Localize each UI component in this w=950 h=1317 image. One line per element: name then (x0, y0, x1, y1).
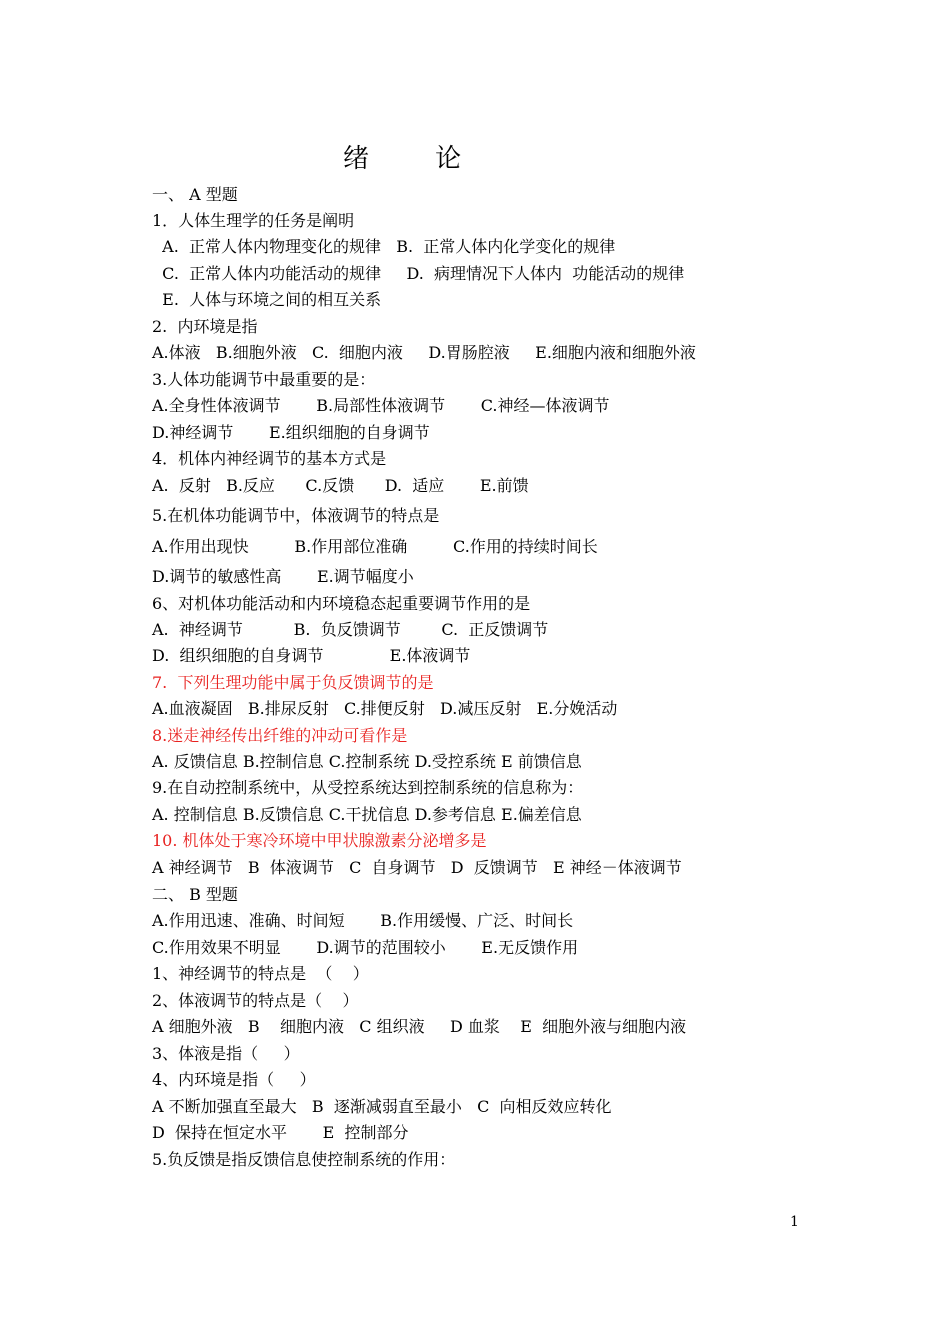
text-line: 一、 A 型题 (152, 185, 238, 204)
text-line: C. 正常人体内功能活动的规律 D. 病理情况下人体内 功能活动的规律 (152, 264, 685, 283)
text-line: A 神经调节 B 体液调节 C 自身调节 D 反馈调节 E 神经－体液调节 (152, 858, 682, 877)
text-line: D 保持在恒定水平 E 控制部分 (152, 1123, 409, 1142)
text-line: 5.在机体功能调节中，体液调节的特点是 (152, 506, 440, 525)
text-line: E. 人体与环境之间的相互关系 (152, 290, 382, 309)
text-line: A.作用迅速、准确、时间短 B.作用缓慢、广泛、时间长 (152, 911, 574, 930)
text-line: A 细胞外液 B 细胞内液 C 组织液 D 血浆 E 细胞外液与细胞内液 (152, 1017, 687, 1036)
text-line: 8.迷走神经传出纤维的冲动可看作是 (152, 726, 408, 745)
page-number: 1 (790, 1214, 799, 1230)
text-line: 4．机体内神经调节的基本方式是 (152, 449, 387, 468)
text-line: A. 反射 B.反应 C.反馈 D. 适应 E.前馈 (152, 476, 529, 495)
text-line: D. 组织细胞的自身调节 E.体液调节 (152, 646, 471, 665)
text-line: A 不断加强直至最大 B 逐渐减弱直至最小 C 向相反效应转化 (152, 1097, 612, 1116)
text-line: A. 反馈信息 B.控制信息 C.控制系统 D.受控系统 E 前馈信息 (152, 752, 582, 771)
text-line: 1．人体生理学的任务是阐明 (152, 211, 355, 230)
text-line: A.全身性体液调节 B.局部性体液调节 C.神经—体液调节 (152, 396, 610, 415)
text-line: D.神经调节 E.组织细胞的自身调节 (152, 423, 430, 442)
text-line: A. 神经调节 B. 负反馈调节 C. 正反馈调节 (152, 620, 549, 639)
text-line: 3、体液是指（ ） (152, 1044, 300, 1063)
text-line: 2、体液调节的特点是（ ） (152, 991, 359, 1010)
text-line: A.体液 B.细胞外液 C. 细胞内液 D.胃肠腔液 E.细胞内液和细胞外液 (152, 343, 696, 362)
text-line: 1、神经调节的特点是 （ ） (152, 964, 369, 983)
text-line: 7. 下列生理功能中属于负反馈调节的是 (152, 673, 434, 692)
text-line: 3.人体功能调节中最重要的是： (152, 370, 376, 389)
text-line: 5.负反馈是指反馈信息使控制系统的作用： (152, 1150, 456, 1169)
text-line: C.作用效果不明显 D.调节的范围较小 E.无反馈作用 (152, 938, 579, 957)
text-line: A. 正常人体内物理变化的规律 B. 正常人体内化学变化的规律 (152, 237, 616, 256)
text-line: A.作用出现快 B.作用部位准确 C.作用的持续时间长 (152, 537, 598, 556)
text-line: 9.在自动控制系统中，从受控系统达到控制系统的信息称为： (152, 778, 584, 797)
text-line: 10. 机体处于寒冷环境中甲状腺激素分泌增多是 (152, 831, 487, 850)
page-title: 绪 论 (343, 144, 462, 174)
text-line: 6、对机体功能活动和内环境稳态起重要调节作用的是 (152, 594, 531, 613)
text-line: D.调节的敏感性高 E.调节幅度小 (152, 567, 414, 586)
text-line: 2. 内环境是指 (152, 317, 258, 336)
text-line: 4、内环境是指（ ） (152, 1070, 316, 1089)
text-line: A.血液凝固 B.排尿反射 C.排便反射 D.减压反射 E.分娩活动 (152, 699, 618, 718)
text-line: A. 控制信息 B.反馈信息 C.干扰信息 D.参考信息 E.偏差信息 (152, 805, 582, 824)
text-line: 二、 B 型题 (152, 885, 238, 904)
